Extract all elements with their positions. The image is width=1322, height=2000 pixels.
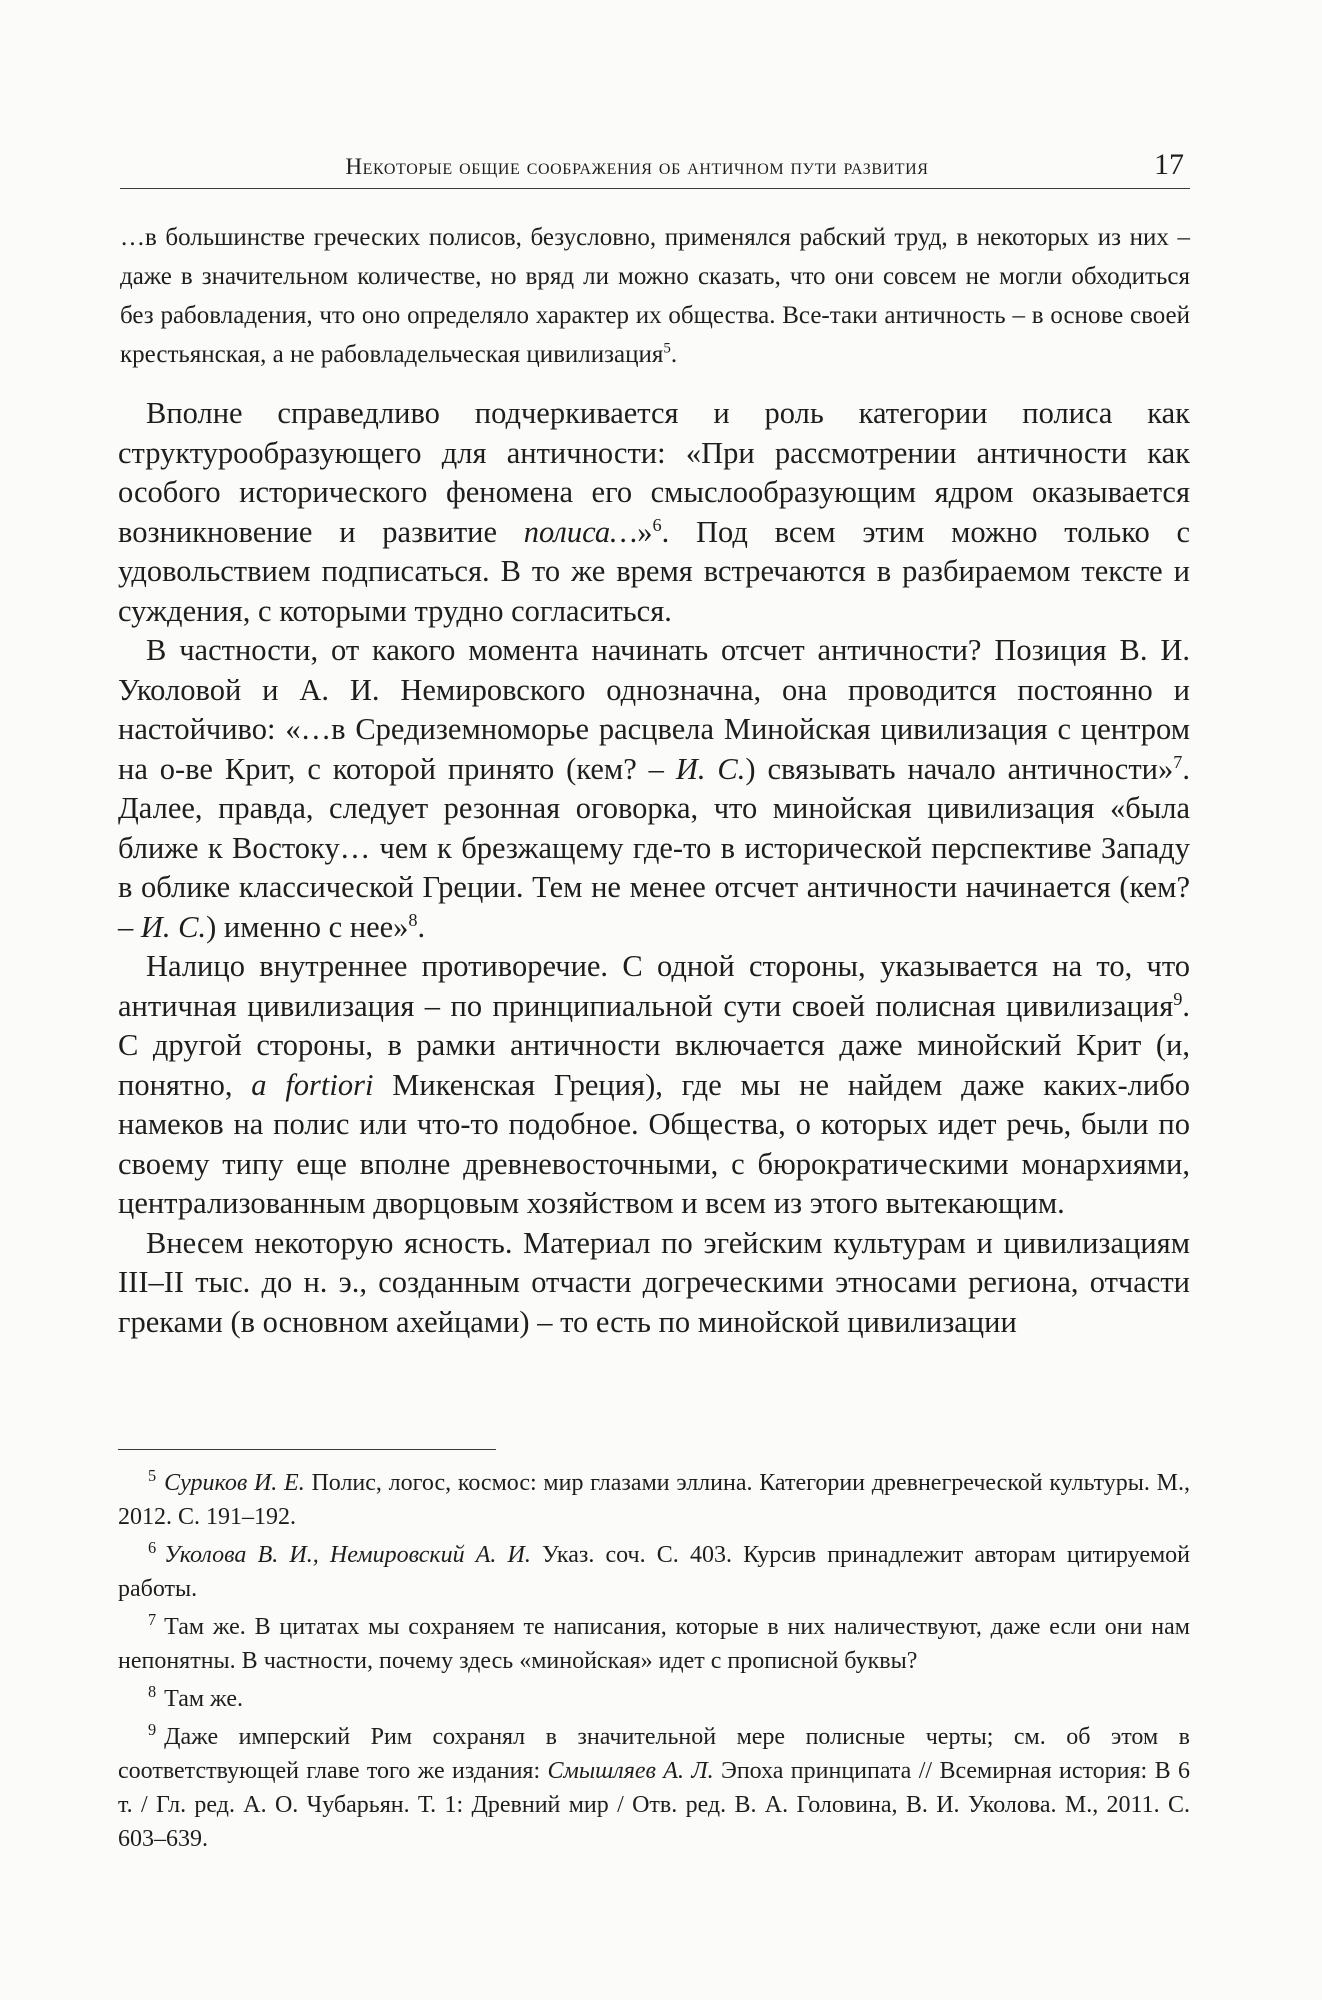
p2-italic-1: И. С. <box>675 751 746 786</box>
p3-italic: a fortiori <box>251 1067 374 1102</box>
footnote-text: Эпоха принципата // Всемирная история: В 6 т. / Гл. ред. А. О. Чубарьян. Т. 1: Древний мир / Отв. ред. В. А. Головина, В. И. Уколова. М., 2011. С. 603–639. <box>118 1758 1191 1852</box>
footnote-divider <box>118 1449 496 1450</box>
p1-text-c: » <box>637 514 653 549</box>
running-head <box>120 148 1190 189</box>
footnote-6 <box>118 1538 1190 1606</box>
paragraph-3 <box>118 947 1190 1224</box>
footnote-ref-7[interactable]: 7 <box>1173 751 1183 772</box>
paragraph-1 <box>118 394 1190 631</box>
footnote-author: Суриков И. Е. <box>164 1470 305 1496</box>
footnote-text-pre: Даже имперский Рим сохранял в значительной мере полисные черты; см. об этом в соответствующей главе того же издания: <box>118 1724 1190 1784</box>
page-number: 17 <box>1154 148 1184 181</box>
footnote-9 <box>118 1720 1190 1856</box>
p2-text-f: ) именно с нее» <box>206 909 409 944</box>
p2-text-c: ) связывать начало античности» <box>745 751 1174 786</box>
p3-text-b: . С другой стороны, в рамки античности включается даже минойский Крит (и, понятно, <box>118 988 1190 1102</box>
footnote-text: Там же. В цитатах мы сохраняем те написания, которые в них наличествуют, даже если они нам непонятны. В частности, почему здесь «минойская» идет с прописной буквы? <box>118 1614 1190 1674</box>
p2-text-a: В частности, от какого момента начинать отсчет античности? Позиция В. И. Уколовой и А. И. Немировского однозначна, она проводится постоянно и настойчиво: «…в Средиземноморье расцвела Минойская цивилизация с центром на о-ве Крит, с которой принято (кем? – <box>118 633 1190 786</box>
block-quote: …в большинстве греческих полисов, безусловно, применялся рабский труд, в некоторых из них – даже в значительном количестве, но вряд ли можно сказать, что они совсем не могли обходиться без рабовладения, что оно определяло характер их общества. Все-таки античность – в основе своей крестьянская, а не рабовладельческая цивилизация$^5$. <box>120 224 1190 368</box>
footnote-text: Там же. <box>164 1686 243 1712</box>
footnote-ref-9[interactable]: 9 <box>1173 988 1183 1009</box>
footnote-ref-6[interactable]: 6 <box>652 514 662 535</box>
p1-text-d: . Под всем этим можно только с удовольствием подписаться. В то же время встречаются в разбираемом тексте и суждения, с которыми трудно согласиться. <box>118 514 1191 628</box>
p1-italic: полиса… <box>523 514 638 549</box>
paragraph-2 <box>118 631 1190 947</box>
p3-text-d: Микенская Греция), где мы не найдем даже каких-либо намеков на полис или что-то подобное. Общества, о которых идет речь, были по своему типу еще вполне древневосточными, с бюрократическими монархиями, централизованным дворцовым хозяйством и всем из этого вытекающим. <box>118 1067 1190 1220</box>
p3-text-a: Налицо внутреннее противоречие. С одной стороны, указывается на то, что античная цивилизация – по принципиальной сути своей полисная цивилизация <box>118 949 1190 1023</box>
p1-text-a: Вполне справедливо подчеркивается и роль категории полиса как структурообразующего для античности: «При рассмотрении античности как особого исторического феномена его смыслообразующим ядром оказывается возникновение и развитие <box>118 396 1190 549</box>
body-text <box>118 218 1190 1342</box>
p2-italic-2: И. С. <box>140 909 207 944</box>
footnotes <box>118 1466 1190 1860</box>
footnote-number: 5 <box>148 1466 157 1485</box>
running-title: Некоторые общие соображения об античном пути развития <box>345 154 929 179</box>
p2-text-d: . Далее, правда, следует резонная оговорка, что минойская цивилизация «была ближе к Востоку… чем к брезжащему где-то в исторической перспективе Западу в облике классической Греции. Тем не менее отсчет античности начинается (кем? – <box>118 751 1191 944</box>
quote-text: …в большинстве греческих полисов, безусловно, применялся рабский труд, в некоторых из них – даже в значительном количестве, но вряд ли можно сказать, что они совсем не могли обходиться без рабовладения, что оно определяло характер их общества. Все-таки античность – в основе своей крестьянская, а не рабовладельческая цивилизация <box>120 224 1190 368</box>
footnote-ref-5[interactable]: 5 <box>663 340 671 357</box>
footnote-text: Указ. соч. С. 403. Курсив принадлежит авторам цитируемой работы. <box>118 1542 1190 1602</box>
footnote-number: 9 <box>148 1720 157 1739</box>
footnote-8 <box>118 1682 1190 1716</box>
footnote-number: 6 <box>148 1538 157 1557</box>
footnote-7 <box>118 1610 1190 1678</box>
footnote-text: Полис, логос, космос: мир глазами эллина. Категории древнегреческой культуры. М., 2012. С. 191–192. <box>118 1470 1190 1530</box>
paragraph-4: Внесем некоторую ясность. Материал по эгейским культурам и цивилизациям III–II тыс. до н. э., созданным отчасти догреческими этносами региона, отчасти греками (в основном ахейцами) – то есть по минойской цивилизации <box>118 1225 1190 1339</box>
footnote-5 <box>118 1466 1190 1534</box>
p2-text-g: . <box>417 909 426 944</box>
footnote-number: 7 <box>148 1610 157 1629</box>
footnote-author: Уколова В. И., Немировский А. И. <box>164 1542 531 1568</box>
footnote-ref-8[interactable]: 8 <box>408 909 418 930</box>
footnote-author: Смышляев А. Л. <box>547 1758 714 1784</box>
footnote-number: 8 <box>148 1682 157 1701</box>
